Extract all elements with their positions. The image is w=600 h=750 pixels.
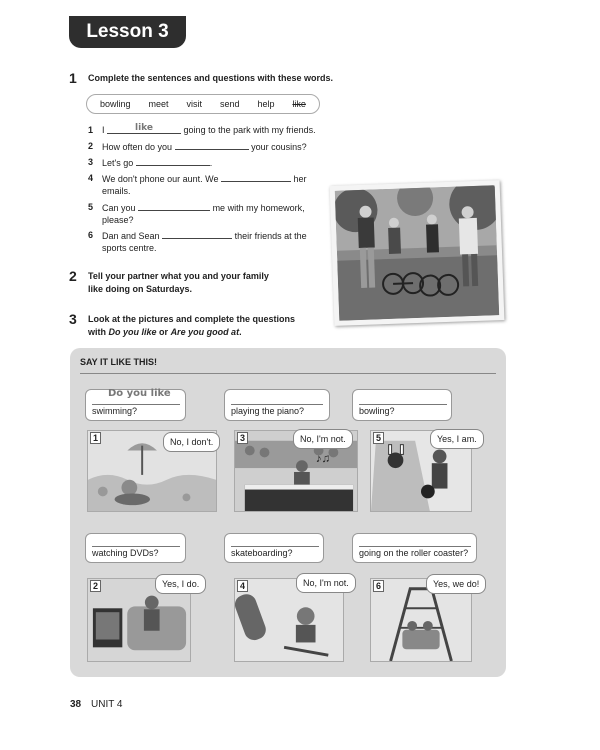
question-box-6[interactable] <box>352 533 477 563</box>
sentence-text: their friends at the sports centre. <box>102 231 307 253</box>
reply-bubble-2: Yes, I do. <box>155 574 206 594</box>
exercise-1-instruction: Complete the sentences and questions with these words. <box>88 73 334 83</box>
panel-title: SAY IT LIKE THIS! <box>80 357 158 367</box>
answer-line <box>231 546 319 547</box>
lesson-title: Lesson 3 <box>69 16 186 48</box>
question-box-5[interactable] <box>352 389 452 421</box>
sentence-text: . <box>209 158 213 168</box>
answer-blank[interactable] <box>162 229 232 239</box>
sentence-text: going to the park with my friends. <box>183 125 316 135</box>
sentence-number: 3 <box>88 157 94 167</box>
instruction-text: or <box>159 327 169 337</box>
family-photo <box>330 180 505 326</box>
scene-number: 3 <box>237 432 248 444</box>
sentence-number: 4 <box>88 173 94 183</box>
answer-blank[interactable] <box>136 156 210 166</box>
sentence-number: 6 <box>88 230 94 240</box>
sentence-text: We don't phone our aunt. We <box>102 174 219 184</box>
exercise-3-instruction-line-2 <box>88 326 242 339</box>
word-help: help <box>257 99 275 109</box>
sentence-number: 2 <box>88 141 94 151</box>
reply-bubble-6: Yes, we do! <box>426 574 486 594</box>
question-text: watching DVDs? <box>92 548 159 558</box>
exercise-2-instruction-line-1: Tell your partner what you and your family <box>88 271 269 281</box>
phrase-are-you-good-at: Are you good at <box>170 327 240 337</box>
answer-line <box>231 404 323 405</box>
sentence-number: 5 <box>88 202 94 212</box>
exercise-3-number: 3 <box>69 311 77 327</box>
exercise-2-number: 2 <box>69 268 77 284</box>
sentence-text: her emails. <box>102 174 307 196</box>
answer-line <box>92 404 180 405</box>
reply-bubble-5: Yes, I am. <box>430 429 484 449</box>
answer-line <box>92 546 180 547</box>
scene-number: 4 <box>237 580 248 592</box>
instruction-text: with <box>88 327 106 337</box>
sentence-text: Dan and Sean <box>102 231 160 241</box>
unit-label: UNIT 4 <box>91 699 123 710</box>
question-box-2[interactable] <box>85 533 186 563</box>
scene-number: 1 <box>90 432 101 444</box>
page-number: 38 <box>70 699 82 710</box>
question-box-1[interactable] <box>85 389 186 421</box>
scene-number: 2 <box>90 580 101 592</box>
word-send: send <box>219 99 240 109</box>
svg-text:♪♫: ♪♫ <box>315 452 331 466</box>
scene-number: 5 <box>373 432 384 444</box>
sentence-text: Can you <box>102 203 136 213</box>
sentence-text: me with my homework, please? <box>102 203 305 225</box>
word-box <box>86 94 320 114</box>
sentence-text: your cousins? <box>251 142 307 152</box>
word-bowling: bowling <box>99 99 131 109</box>
handwritten-answer: Do you like <box>108 388 171 399</box>
answer-line <box>359 404 447 405</box>
panel-divider <box>80 373 496 374</box>
handwritten-answer: like <box>135 123 154 133</box>
phrase-do-you-like: Do you like <box>108 327 157 337</box>
reply-bubble-4: No, I'm not. <box>296 573 356 593</box>
question-text: going on the roller coaster? <box>359 548 469 558</box>
question-text: skateboarding? <box>231 548 293 558</box>
answer-blank[interactable] <box>138 201 210 211</box>
answer-blank[interactable] <box>221 172 291 182</box>
exercise-2-instruction-line-2: like doing on Saturdays. <box>88 284 193 294</box>
sentence-text: How often do you <box>102 142 173 152</box>
sentence-text: Let's go <box>102 158 134 168</box>
question-text: playing the piano? <box>231 406 305 416</box>
scene-number: 6 <box>373 580 384 592</box>
answer-line <box>359 546 471 547</box>
word-like-crossed: like <box>292 99 306 109</box>
exercise-3-instruction-line-1: Look at the pictures and complete the questions <box>88 314 296 324</box>
question-box-3[interactable] <box>224 389 330 421</box>
word-visit: visit <box>186 99 202 109</box>
question-box-4[interactable] <box>224 533 324 563</box>
sentence-number: 1 <box>88 125 94 135</box>
instruction-text: . <box>239 327 242 337</box>
sentence-text: I <box>102 125 105 135</box>
question-text: swimming? <box>92 406 138 416</box>
reply-bubble-3: No, I'm not. <box>293 429 353 449</box>
question-text: bowling? <box>359 406 395 416</box>
answer-blank[interactable] <box>107 124 181 134</box>
exercise-1-number: 1 <box>69 70 77 86</box>
word-meet: meet <box>148 99 169 109</box>
reply-bubble-1: No, I don't. <box>163 432 220 452</box>
answer-blank[interactable] <box>175 140 249 150</box>
